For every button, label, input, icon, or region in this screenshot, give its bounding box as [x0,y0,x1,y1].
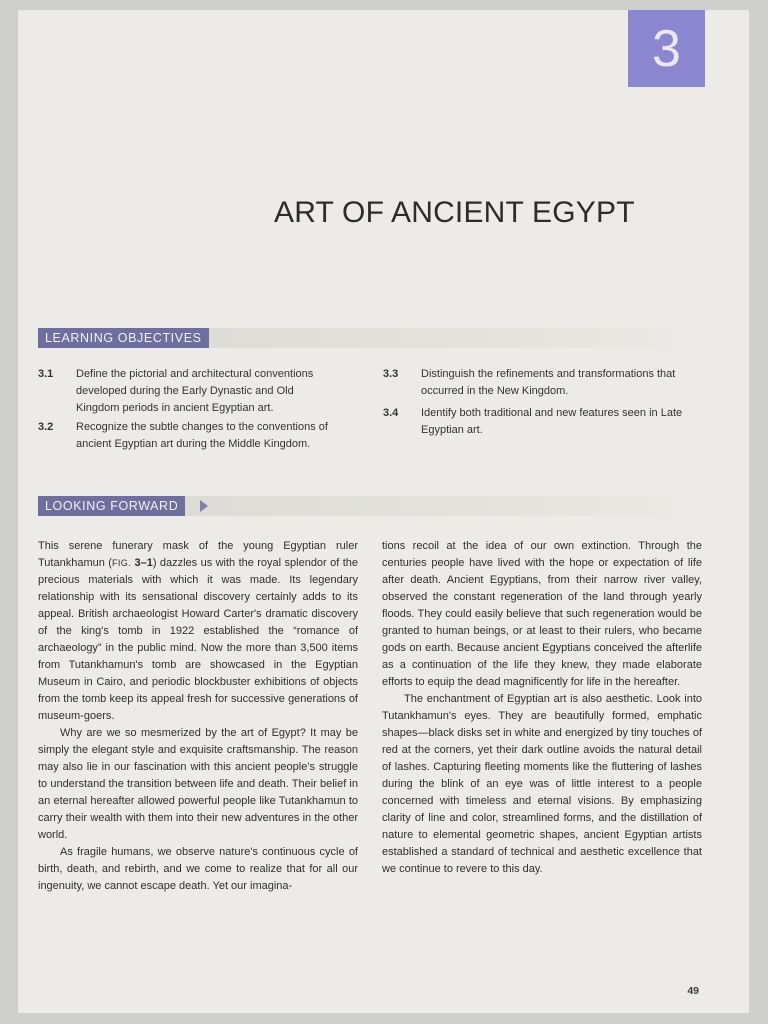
looking-forward-band [38,496,708,516]
objective-text: Identify both traditional and new features seen in Late Egyptian art. [421,407,683,436]
figure-label: FIG. [111,558,132,568]
objective-item [38,366,338,417]
body-left-column [38,538,358,895]
chapter-number: 3 [652,19,681,78]
objective-text: Recognize the subtle changes to the conventions of ancient Egyptian art during the Middle Kingdom. [76,421,328,450]
learning-objectives-band [38,328,708,348]
objective-number: 3.4 [383,407,399,419]
text-run: ) dazzles us with the royal splendor of the precious materials with which it was made. Its legendary relationship with its sensational discovery certainly adds to its appeal. British archaeologist Howard Carter's dramatic discovery of the king's tomb in 1922 established the “romance of archaeology” in the public mind. Now the more than 3,500 items from Tutankhamun's tomb are showcased in the Egyptian Museum in Cairo, and periodic blockbuster exhibitions of objects from the tomb keep its appeal fresh for successive generations of museum-goers. [38,557,358,722]
objective-number: 3.3 [383,368,399,380]
figure-number: 3–1 [131,557,153,569]
body-right-column [382,538,702,878]
objective-number: 3.2 [38,421,54,433]
body-paragraph: Why are we so mesmerized by the art of Egypt? It may be simply the elegant style and exquisite craftsmanship. The reason may also lie in our fascination with this ancient people's struggle to understand the transition between life and death. Their belief in an eternal hereafter allowed powerful people like Tutankhamun to carry their wealth with them into their new adventures in the other world. [38,727,358,841]
looking-forward-heading: LOOKING FORWARD [38,496,185,516]
page-number: 49 [687,985,699,997]
body-paragraph: The enchantment of Egyptian art is also aesthetic. Look into Tutankhamun's eyes. They are beautifully formed, emphatic shapes—black disks set in white and energized by tiny touches of red at the corners, yet their dark outline avoids the natural detail of lashes. Capturing fleeting moments like the fluttering of lashes during the blink of an eye was of little interest to a people concerned with timeless and eternal visions. By emphasizing clarity of line and color, streamlined forms, and the distillation of nature to elemental geometric shapes, ancient Egyptian artists established a standard of technical and aesthetic excellence that we continue to revere to this day. [382,693,702,875]
objective-item [383,405,698,439]
objectives-left-column [38,366,338,455]
chapter-title: ART OF ANCIENT EGYPT [274,196,635,229]
text-run: This serene funerary mask of the young Egyptian ruler Tutankhamun ( [38,540,358,569]
objective-text: Distinguish the refinements and transformations that occurred in the New Kingdom. [421,368,676,397]
learning-objectives-heading: LEARNING OBJECTIVES [38,328,209,348]
chapter-number-tab [628,10,705,87]
body-paragraph: tions recoil at the idea of our own extinction. Through the centuries people have lived with the hope or expectation of life after death. Ancient Egyptians, from their narrow river valley, observed the constant regeneration of the land through yearly floods. They could easily believe that such regeneration would be granted to human beings, or at least to their rulers, who became gods on earth. Because ancient Egyptians conceived the afterlife as a continuation of the life they knew, they made elaborate efforts to equip the dead magnificently for life in the hereafter. [382,540,702,688]
objectives-right-column [383,366,698,441]
body-paragraph: As fragile humans, we observe nature's continuous cycle of birth, death, and rebirth, and we come to realize that for all our ingenuity, we cannot escape death. Yet our imagina- [38,846,358,892]
objective-item [38,419,338,453]
objective-text: Define the pictorial and architectural conventions developed during the Early Dynastic and Old Kingdom periods in ancient Egyptian art. [76,368,314,414]
body-paragraph [38,538,358,725]
objective-number: 3.1 [38,368,54,380]
arrow-right-icon [200,500,208,512]
objective-item [383,366,698,400]
book-page [18,10,749,1013]
